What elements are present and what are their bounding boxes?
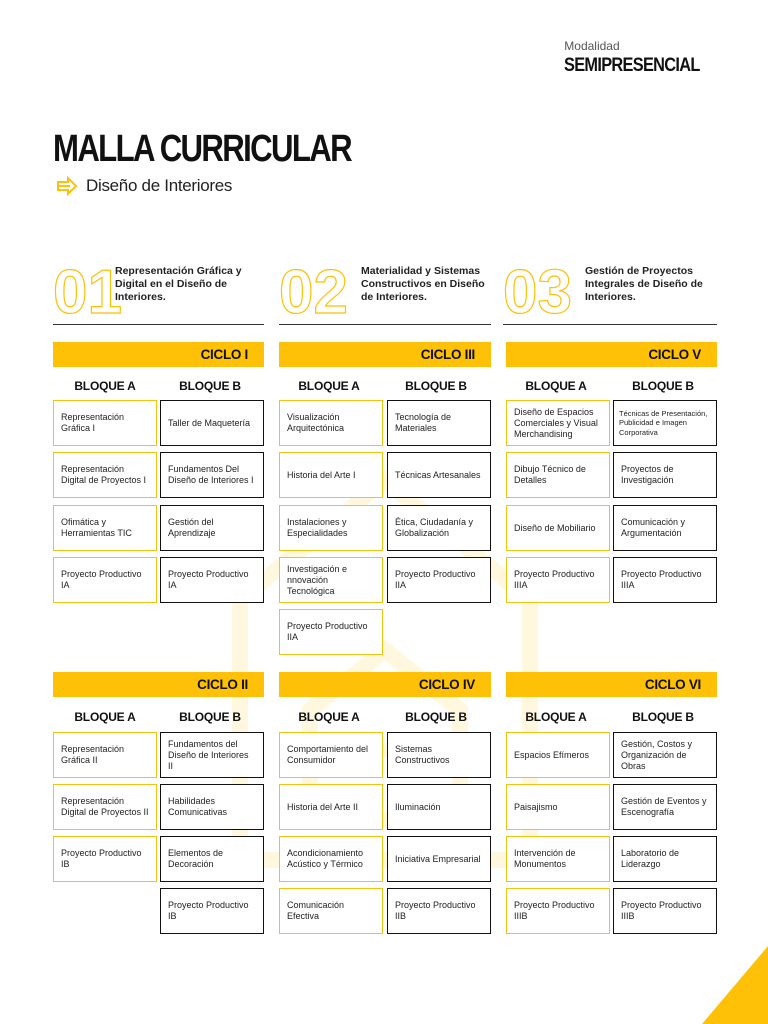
course-cell: Proyecto Productivo IIA: [279, 609, 383, 655]
modalidad-value: SEMIPRESENCIAL: [564, 55, 700, 76]
bloque-a-label: BLOQUE A: [298, 379, 360, 393]
course-cell: Diseño de Mobiliario: [506, 505, 610, 551]
course-cell: Fundamentos Del Diseño de Interiores I: [160, 452, 264, 498]
course-cell: Visualización Arquitectónica: [279, 400, 383, 446]
course-cell: Proyecto Productivo IIIA: [613, 557, 717, 603]
course-cell: Intervención de Monumentos: [506, 836, 610, 882]
course-cell: Comportamiento del Consumidor: [279, 732, 383, 778]
course-cell: Proyecto Productivo IB: [53, 836, 157, 882]
corner-triangle-icon: [702, 946, 768, 1024]
course-cell: Gestión de Eventos y Escenografía: [613, 784, 717, 830]
modalidad-block: [564, 39, 722, 77]
bloque-b-label: BLOQUE B: [405, 710, 467, 724]
phase-02: [279, 258, 491, 325]
bloque-b-label: BLOQUE B: [179, 379, 241, 393]
phase-text: Representación Gráfica y Digital en el Diseño de Interiores.: [115, 265, 242, 303]
course-cell: Iluminación: [387, 784, 491, 830]
course-cell: Acondicionamiento Acústico y Térmico: [279, 836, 383, 882]
course-cell: Proyecto Productivo IA: [53, 557, 157, 603]
cycle-name: CICLO VI: [644, 677, 701, 692]
course-cell: Comunicación y Argumentación: [613, 505, 717, 551]
cycle-header-ciclo-ii: [53, 672, 264, 697]
course-cell: Espacios Efímeros: [506, 732, 610, 778]
course-cell: Proyecto Productivo IIIA: [506, 557, 610, 603]
course-cell: Proyecto Productivo IA: [160, 557, 264, 603]
bloque-a-label: BLOQUE A: [298, 710, 360, 724]
svg-text:03: 03: [503, 258, 572, 327]
course-cell: Dibujo Técnico de Detalles: [506, 452, 610, 498]
course-cell: Instalaciones y Especialidades: [279, 505, 383, 551]
course-cell: Ofimática y Herramientas TIC: [53, 505, 157, 551]
course-cell: Representación Digital de Proyectos II: [53, 784, 157, 830]
course-cell: Representación Digital de Proyectos I: [53, 452, 157, 498]
course-cell: Proyecto Productivo IIA: [387, 557, 491, 603]
course-cell: Ética, Ciudadanía y Globalización: [387, 505, 491, 551]
bloque-a-label: BLOQUE A: [74, 379, 136, 393]
course-cell: Taller de Maquetería: [160, 400, 264, 446]
course-cell: Sistemas Constructivos: [387, 732, 491, 778]
course-cell: Proyecto Productivo IIIB: [613, 888, 717, 934]
program-name: Diseño de Interiores: [86, 176, 233, 195]
course-cell: Gestión, Costos y Organización de Obras: [613, 732, 717, 778]
course-cell: Diseño de Espacios Comerciales y Visual Merchandising: [506, 400, 610, 446]
course-cell: Historia del Arte I: [279, 452, 383, 498]
cycle-name: CICLO IV: [418, 677, 475, 692]
phase-03: [503, 258, 717, 325]
phase-text: Materialidad y Sistemas Constructivos en Diseño de Interiores.: [361, 265, 485, 303]
course-cell: Tecnología de Materiales: [387, 400, 491, 446]
bloque-a-label: BLOQUE A: [525, 379, 587, 393]
phase-number-03: [503, 258, 572, 327]
course-cell: Habilidades Comunicativas: [160, 784, 264, 830]
bloque-b-label: BLOQUE B: [405, 379, 467, 393]
phase-number-01: [53, 258, 122, 327]
course-cell: Fundamentos del Diseño de Interiores II: [160, 732, 264, 778]
subtitle-row: [56, 176, 232, 196]
cycle-header-ciclo-vi: [506, 672, 717, 697]
double-arrow-right-icon: [56, 176, 78, 196]
course-cell: Paisajismo: [506, 784, 610, 830]
svg-text:02: 02: [279, 258, 348, 327]
course-cell: Historia del Arte II: [279, 784, 383, 830]
cycle-header-ciclo-iv: [279, 672, 491, 697]
course-cell: Proyectos de Investigación: [613, 452, 717, 498]
phase-text: Gestión de Proyectos Integrales de Diseño de Interiores.: [585, 265, 703, 303]
course-cell: Elementos de Decoración: [160, 836, 264, 882]
bloque-b-label: BLOQUE B: [179, 710, 241, 724]
course-cell: Técnicas de Presentación, Publicidad e Imagen Corporativa: [613, 400, 717, 446]
cycle-name: CICLO III: [420, 347, 475, 362]
svg-text:01: 01: [53, 258, 122, 327]
phase-number-02: [279, 258, 348, 327]
course-cell: Técnicas Artesanales: [387, 452, 491, 498]
cycle-header-ciclo-i: [53, 342, 264, 367]
page-title: MALLA CURRICULAR: [53, 128, 352, 170]
course-cell: Gestión del Aprendizaje: [160, 505, 264, 551]
bloque-a-label: BLOQUE A: [525, 710, 587, 724]
bloque-a-label: BLOQUE A: [74, 710, 136, 724]
bloque-b-label: BLOQUE B: [632, 710, 694, 724]
course-cell: Proyecto Productivo IB: [160, 888, 264, 934]
course-cell: Iniciativa Empresarial: [387, 836, 491, 882]
course-cell: Proyecto Productivo IIIB: [506, 888, 610, 934]
course-cell: Representación Gráfica I: [53, 400, 157, 446]
cycle-name: CICLO II: [197, 677, 248, 692]
modalidad-label: Modalidad: [564, 39, 620, 53]
cycle-name: CICLO I: [200, 347, 248, 362]
course-cell: Proyecto Productivo IIB: [387, 888, 491, 934]
course-cell: Laboratorio de Liderazgo: [613, 836, 717, 882]
course-cell: Representación Gráfica II: [53, 732, 157, 778]
cycle-header-ciclo-v: [506, 342, 717, 367]
phase-01: [53, 258, 264, 325]
cycle-name: CICLO V: [648, 347, 701, 362]
bloque-b-label: BLOQUE B: [632, 379, 694, 393]
cycle-header-ciclo-iii: [279, 342, 491, 367]
course-cell: Investigación e nnovación Tecnológica: [279, 557, 383, 603]
course-cell: Comunicación Efectiva: [279, 888, 383, 934]
